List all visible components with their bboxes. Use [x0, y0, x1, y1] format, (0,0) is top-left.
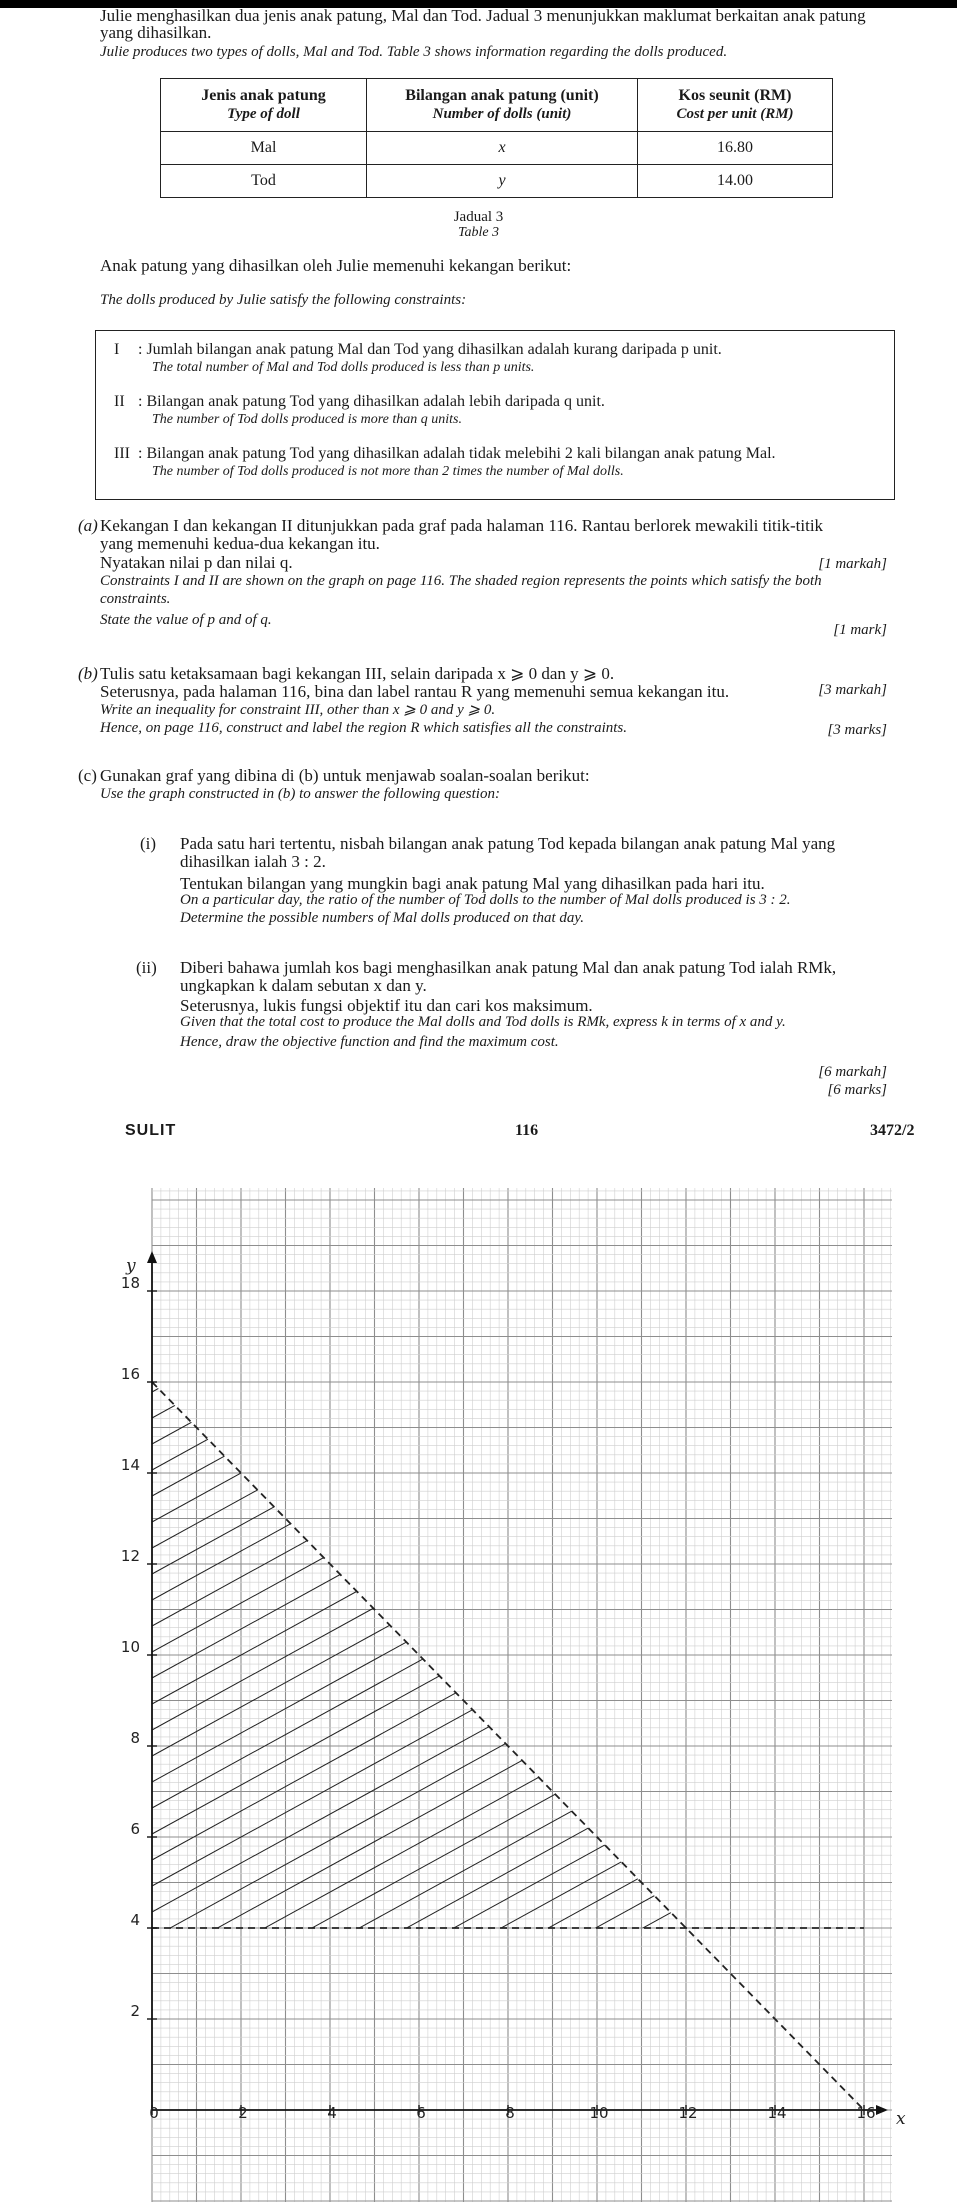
- x-tick-label: 16: [856, 2104, 876, 2122]
- axis-labels: [121, 1256, 906, 2129]
- hatch-line: [132, 1570, 726, 1897]
- hatch-line: [132, 1518, 726, 1845]
- hatch-line: [132, 1752, 726, 2079]
- page-number: 116: [515, 1122, 539, 1139]
- constraints-intro-ms: Anak patung yang dihasilkan oleh Julie memenuhi kekangan berikut:: [100, 256, 572, 275]
- hatch-line: [132, 1856, 726, 2183]
- table-row: [161, 165, 833, 198]
- x-tick-label: 14: [767, 2104, 787, 2122]
- hatch-line: [132, 1180, 726, 1507]
- mark-ms: [1 markah]: [818, 556, 887, 572]
- hatch-line: [132, 1726, 726, 2053]
- y-axis-arrow: [147, 1251, 157, 1263]
- table-caption-ms: Jadual 3: [453, 209, 504, 225]
- part-c-i-en-line: On a particular day, the ratio of the number of Tod dolls to the number of Mal dolls produced is 3 : 2.: [180, 892, 791, 908]
- hatch-line: [132, 1466, 726, 1793]
- hatch-line: [132, 1310, 726, 1637]
- x-tick-label: 12: [678, 2104, 698, 2122]
- mark-en: [6 marks]: [827, 1082, 887, 1098]
- table-header-row: [161, 79, 833, 132]
- table-caption-en: Table 3: [457, 225, 500, 240]
- hatch-line: [132, 2064, 726, 2202]
- hatch-line: [132, 1180, 726, 1429]
- table-header: Kos seunit (RM) Cost per unit (RM): [638, 79, 833, 132]
- constraints-intro-en: The dolls produced by Julie satisfy the following constraints:: [100, 292, 467, 308]
- x-tick-label: 10: [589, 2104, 609, 2122]
- y-tick-label: 16: [120, 1365, 140, 1383]
- part-b-ms-line: Seterusnya, pada halaman 116, bina dan label rantau R yang memenuhi semua kekangan itu.: [100, 682, 730, 701]
- intro-ms-line2: yang dihasilkan.: [100, 23, 212, 42]
- part-b-en-line: Write an inequality for constraint III, other than x ⩾ 0 and y ⩾ 0.: [100, 702, 496, 718]
- hatch-line: [132, 1960, 726, 2202]
- table-cell: Tod: [161, 165, 367, 198]
- y-tick-label: 6: [130, 1820, 140, 1838]
- hatch-line: [132, 1180, 726, 1351]
- table-header: Bilangan anak patung (unit) Number of dolls (unit): [367, 79, 638, 132]
- hatch-line: [132, 1544, 726, 1871]
- part-c-en-line: Use the graph constructed in (b) to answer the following question:: [100, 786, 500, 802]
- table-cell: 14.00: [638, 165, 833, 198]
- part-a-ms-line: yang memenuhi kedua-dua kekangan itu.: [100, 534, 380, 553]
- hatch-line: [132, 1778, 726, 2105]
- hatch-line: [132, 1934, 726, 2202]
- doll-table: [160, 78, 833, 198]
- hatch-line: [132, 2142, 726, 2202]
- hatch-line: [132, 1674, 726, 2001]
- part-b-ms-line: Tulis satu ketaksamaan bagi kekangan III, selain daripada x ⩾ 0 dan y ⩾ 0.: [100, 664, 615, 683]
- part-a-en-line: State the value of p and of q.: [100, 612, 272, 628]
- axes: [147, 1251, 888, 2115]
- part-c-ii-ms-line: Seterusnya, lukis fungsi objektif itu dan cari kos maksimum.: [180, 996, 593, 1015]
- mark-en: [1 mark]: [833, 622, 887, 638]
- constraint-item: I : Jumlah bilangan anak patung Mal dan Tod yang dihasilkan adalah kurang daripada p unit. The total number of Mal and Tod dolls produced is less than p units.: [114, 341, 722, 375]
- hatch-line: [132, 1440, 726, 1767]
- sub-part-label: (i): [140, 834, 157, 853]
- table-cell: 16.80: [638, 132, 833, 165]
- intro-ms-line1: Julie menghasilkan dua jenis anak patung, Mal dan Tod. Jadual 3 menunjukkan maklumat berkaitan anak patung: [100, 6, 866, 25]
- x-tick-label: 4: [327, 2104, 337, 2122]
- part-label: (c): [78, 766, 97, 785]
- x-tick-label: 6: [416, 2104, 426, 2122]
- y-tick-label: 2: [130, 2002, 140, 2020]
- footer-sulit: SULIT: [125, 1122, 177, 1139]
- intro-en: Julie produces two types of dolls, Mal and Tod. Table 3 shows information regarding the dolls produced.: [100, 44, 728, 60]
- y-axis-label: y: [126, 1256, 136, 1276]
- graph-paper: [0, 1180, 957, 2202]
- hatch-line: [132, 1180, 726, 1481]
- hatch-line: [132, 1180, 726, 1377]
- hatch-line: [132, 1492, 726, 1819]
- part-b-en-line: Hence, on page 116, construct and label the region R which satisfies all the constraints.: [100, 720, 628, 736]
- hatch-line: [132, 1284, 726, 1611]
- hatch-line: [132, 1180, 726, 1195]
- part-a-en-line: constraints.: [100, 591, 171, 607]
- hatch-line: [132, 1804, 726, 2131]
- hatch-line: [132, 1180, 726, 1273]
- sub-part-label: (ii): [136, 958, 157, 977]
- y-tick-label: 18: [120, 1274, 140, 1292]
- hatch-line: [132, 1180, 726, 1247]
- hatch-line: [132, 1206, 726, 1533]
- mark-ms: [6 markah]: [818, 1064, 887, 1080]
- x-axis-label: x: [896, 2109, 906, 2129]
- table-cell: Mal: [161, 132, 367, 165]
- x-tick-label: 0: [149, 2104, 159, 2122]
- mark-ms: [3 markah]: [818, 682, 887, 698]
- part-label: (a): [78, 516, 98, 535]
- part-c-ii-en-line: Hence, draw the objective function and find the maximum cost.: [180, 1034, 559, 1050]
- hatch-line: [132, 1180, 726, 1299]
- hatch-line: [132, 1336, 726, 1663]
- hatch-line: [132, 1180, 726, 1455]
- hatch-line: [132, 2168, 726, 2202]
- part-c-ii-en-line: Given that the total cost to produce the Mal dolls and Tod dolls is RMk, express k in terms of x and y.: [180, 1014, 786, 1030]
- y-tick-label: 12: [120, 1547, 140, 1565]
- part-c-i-ms-line: Tentukan bilangan yang mungkin bagi anak patung Mal yang dihasilkan pada hari itu.: [180, 874, 765, 893]
- hatch-line: [132, 1596, 726, 1923]
- x-tick-label: 2: [238, 2104, 248, 2122]
- y-tick-label: 4: [130, 1911, 140, 1929]
- part-a-en-line: Constraints I and II are shown on the graph on page 116. The shaded region represents the points which satisfy the both: [100, 573, 822, 589]
- part-c-ii-ms-line: ungkapkan k dalam sebutan x dan y.: [180, 976, 427, 995]
- hatch-lines: [132, 1180, 726, 2202]
- table-cell: y: [367, 165, 638, 198]
- hatch-line: [132, 1232, 726, 1559]
- constraint-item: II : Bilangan anak patung Tod yang dihasilkan adalah lebih daripada q unit. The number of Tod dolls produced is more than q units.: [114, 393, 605, 427]
- constraints-box: [95, 330, 895, 500]
- hatch-line: [132, 1622, 726, 1949]
- hatch-line: [132, 2116, 726, 2202]
- part-c-i-en-line: Determine the possible numbers of Mal dolls produced on that day.: [180, 910, 584, 926]
- y-tick-label: 10: [120, 1638, 140, 1656]
- mark-en: [3 marks]: [827, 722, 887, 738]
- part-c-ms-line: Gunakan graf yang dibina di (b) untuk menjawab soalan-soalan berikut:: [100, 766, 590, 785]
- hatch-line: [132, 1180, 726, 1325]
- table-header: Jenis anak patung Type of doll: [161, 79, 367, 132]
- part-a-ms-line: Kekangan I dan kekangan II ditunjukkan pada graf pada halaman 116. Rantau berlorek mewakili titik-titik: [100, 516, 824, 535]
- hatch-line: [132, 1362, 726, 1689]
- part-c-i-ms-line: dihasilkan ialah 3 : 2.: [180, 852, 326, 871]
- y-tick-label: 8: [130, 1729, 140, 1747]
- hatch-line: [132, 1258, 726, 1585]
- table-row: [161, 132, 833, 165]
- x-tick-label: 8: [505, 2104, 515, 2122]
- hatch-line: [132, 1882, 726, 2202]
- part-c-i-ms-line: Pada satu hari tertentu, nisbah bilangan anak patung Tod kepada bilangan anak patung Mal yang: [180, 834, 836, 853]
- part-a-ms-line: Nyatakan nilai p dan nilai q.: [100, 553, 293, 572]
- y-tick-label: 14: [120, 1456, 140, 1474]
- part-c-ii-ms-line: Diberi bahawa jumlah kos bagi menghasilkan anak patung Mal dan anak patung Tod ialah RMk,: [180, 958, 837, 977]
- constraint-item: III : Bilangan anak patung Tod yang dihasilkan adalah tidak melebihi 2 kali bilangan anak patung Mal. The number of Tod dolls produced is not more than 2 times the number of Mal dolls.: [114, 445, 776, 479]
- table-cell: x: [367, 132, 638, 165]
- hatch-line: [132, 1648, 726, 1975]
- hatch-line: [132, 1830, 726, 2157]
- hatch-line: [132, 2038, 726, 2202]
- hatch-line: [132, 1414, 726, 1741]
- shaded-region: [132, 1180, 726, 2202]
- part-label: (b): [78, 664, 98, 683]
- hatch-line: [132, 1700, 726, 2027]
- paper-code: 3472/2: [870, 1122, 915, 1139]
